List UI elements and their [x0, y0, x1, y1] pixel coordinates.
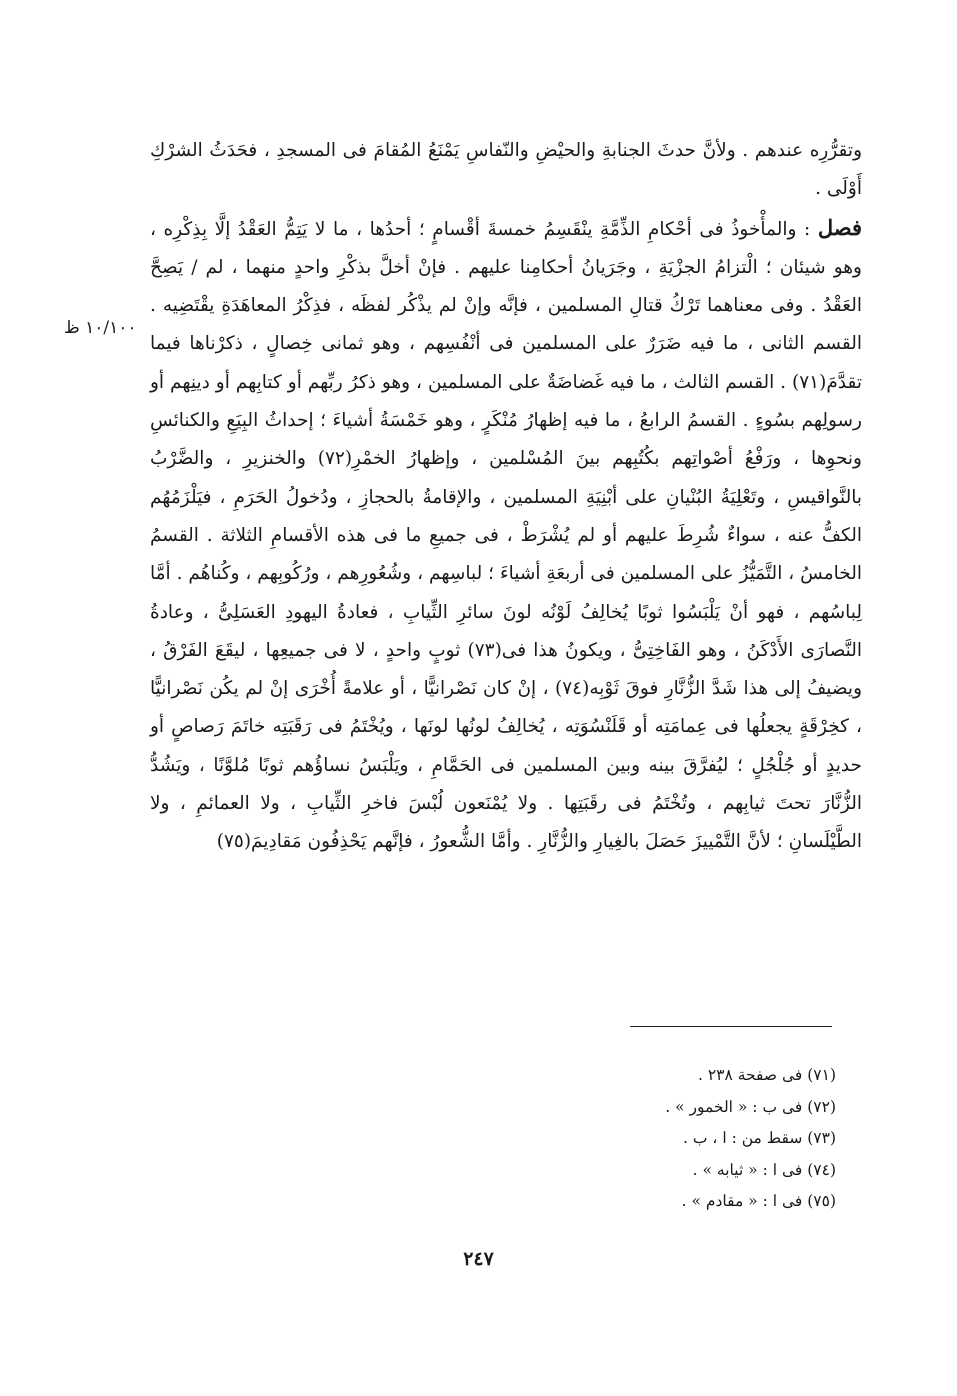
footnote-74: (٧٤) فى ا : « ثيابه » . — [692, 1160, 836, 1179]
footnote-75: (٧٥) فى ا : « مقادم » . — [681, 1192, 836, 1210]
footnote-separator — [630, 1026, 832, 1027]
section-paragraph — [150, 209, 862, 862]
main-text — [150, 132, 862, 862]
section-text: : والمأْخوذُ فى أحْكامِ الذِّمَّةِ ينْقَسِمُ خمسةَ أقْسامٍ ؛ أحدُها ، ما لا يَتِمُّ العَقْدُ إلَّا بِذِكْرِه ، وهو شيئان ؛ الْتزامُ الجزْيَةِ ، وجَرَيانُ أحكامِنا عليهم . فإنْ أخلَّ بذكْرِ واحدٍ منهما ، لم / يَصِحَّ العَقْدُ . وفى معناهما تَرْكُ قتالِ المسلمين ، فإنَّه وإنْ لم يذْكُر لفظَه ، فذِكْرُ المعاهَدَةِ يقْتَضِيه . القسم الثانى ، ما فيه ضَرَرٌ على المسلمين فى أنْفُسِهم ، وهو ثمانى خِصالٍ ، ذكرْناها فيما تقدَّمَ(٧١) . القسم الثالث ، ما فيه غَضاضَةٌ على المسلمين ، وهو ذكرُ ربِّهم أو كتابِهم أو دينِهم أو رسولِهم بسُوءٍ . القسمُ الرابعُ ، ما فيه إظهارُ مُنْكَرٍ ، وهو خَمْسَةُ أشياءَ ؛ إحداثُ البِيَعِ والكنائسِ ونحوِها ، ورَفْعُ أصْواتِهم بكُتُبِهم بينَ المُسْلمين ، وإظهارُ الخمْرِ(٧٢) والخنزيرِ ، والضَّرْبُ بالنَّواقيسِ ، وتَعْلِيَةُ البُنْيانِ على أبْنِيَةِ المسلمين ، والإقامةُ بالحجازِ ، ودُخولُ الحَرَمِ ، فيَلْزَمُهُم الكفُّ عنه ، سواءٌ شُرِطَ عليهم أو لم يُشْرَطْ ، فى جميعِ ما فى هذه الأقسامِ الثلاثة . القسمُ الخامسُ ، التَّمَيُّزُ على المسلمين فى أربعَةِ أشياءَ ؛ لباسِهم ، وشُعُورِهم ، ورُكُوبِهم ، وكُناهُم . أمَّا لِباسُهم ، فهو أنْ يَلْبَسُوا ثوبًا يُخالِفُ لَوْنُه لونَ سائرِ الثِّيابِ ، فعادةُ اليهودِ العَسَلِىُّ ، وعادةُ النَّصارَى الأَدْكَنُ ، وهو الفَاخِتِىُّ ، ويكونُ هذا فى(٧٣) ثوبٍ واحدٍ ، لا فى جميعِها ، ليقَعَ الفَرْقُ ، ويضيفُ إلى هذا شَدَّ الزُّنَّارِ فوقَ ثَوْبِه(٧٤) ، إنْ كان نَصْرانيًّا ، أو علامةً أُخْرَى إنْ لم يكُن نَصْرانيًّا ، كخِرْقَةٍ يجعلُها فى عِمامَتِه أو قَلَنْسُوَتِه ، يُخالِفُ لونُها لونَها ، ويُخْتَمُ فى رَقَبَتِه خاتَمَ رَصاصٍ أو حديدٍ أو جُلْجُلٍ ؛ ليُفرَّقَ بينه وبين المسلمين فى الحَمَّامِ ، ويَلْبَسُ نساؤُهم ثوبًا مُلوَّنًا ، ويَشُدُّ الزُّنَّارَ تحتَ ثيابِهم ، وتُخْتَمُ فى رقَبَتِها . ولا يُمْنَعون لُبْسَ فاخرِ الثِّيابِ ، ولا العمائمِ ، ولا الطَّيْلَسانِ ؛ لأنَّ التَّمْييزَ حَصَلَ بالغِيارِ والزُّنَّارِ . وأمَّا الشُّعورُ ، فإنَّهم يَحْذِفُون مَقادِيمَ(٧٥) — [150, 218, 862, 853]
manuscript-folio-marker: ١٠/١٠٠ ظ — [64, 318, 137, 338]
footnote-71: (٧١) فى صفحة ٢٣٨ . — [697, 1066, 836, 1084]
paragraph: وتقرُّرِه عندهم . ولأنَّ حدثَ الجنابةِ والحيْضِ والنّفاسِ يَمْنَعُ المُقامَ فى المسجدِ ، فحَدَثُ الشرْكِ أَوْلَى . — [150, 140, 862, 200]
section-heading-fasl: فصل — [817, 214, 862, 240]
footnotes — [560, 1060, 836, 1218]
page-number: ٢٤٧ — [463, 1248, 494, 1270]
footnote-72: (٧٢) فى ب : « الخمور » . — [665, 1097, 836, 1116]
footnote-73: (٧٣) سقط من : ا ، ب . — [683, 1129, 836, 1147]
